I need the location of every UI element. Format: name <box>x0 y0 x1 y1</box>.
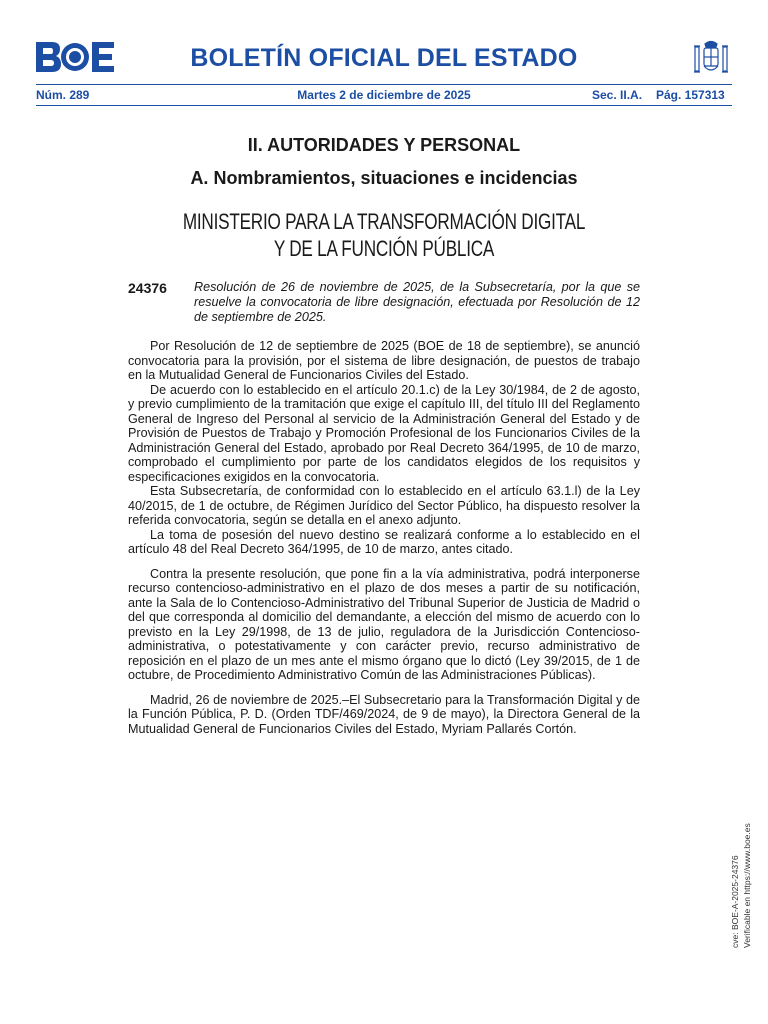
header-rule-bottom <box>36 105 732 106</box>
verification-link[interactable]: Verificable en https://www.boe.es <box>742 823 752 948</box>
paragraph: De acuerdo con lo establecido en el artículo 20.1.c) de la Ley 30/1984, de 2 de agosto, y previo cumplimiento de la tramitación que exige el capítulo III, del título III del Reglamento General de Ingreso del Personal al servicio de la Administración General del Estado y de Provisión de Puestos de Trabajo y Promoción Profesional de los Funcionarios Civiles de la Administración General del Estado, aprobado por Real Decreto 364/1995, de 10 de marzo, comprobado el cumplimiento por parte de los candidatos elegidos de los requisitos y especificaciones exigidos en la convocatoria. <box>128 382 640 484</box>
header-rule-top <box>36 84 732 85</box>
paragraph: La toma de posesión del nuevo destino se realizará conforme a lo establecido en el artículo 48 del Real Decreto 364/1995, de 10 de marzo, antes citado. <box>128 527 640 556</box>
coat-of-arms-icon <box>690 38 732 80</box>
resolution-number: 24376 <box>128 280 167 296</box>
paragraph: Esta Subsecretaría, de conformidad con lo establecido en el artículo 63.1.l) de la Ley 40/2015, de 1 de octubre, de Régimen Jurídico del Sector Público, ha dispuesto resolver la referida convocatoria, según se detalla en el anexo adjunto. <box>128 484 640 527</box>
verification-note <box>729 798 755 948</box>
ministry-line-2: Y DE LA FUNCIÓN PÚBLICA <box>273 236 495 261</box>
page-title: BOLETÍN OFICIAL DEL ESTADO <box>190 44 578 72</box>
paragraph: Contra la presente resolución, que pone fin a la vía administrativa, podrá interponerse recurso contencioso-administrativo en el plazo de dos meses a partir de su notificación, ante la Sala de lo Contencioso-Administrativo del Tribunal Superior de Justicia de Madrid o del que corresponda al domicilio del demandante, a elección del mismo de acuerdo con lo previsto en la Ley 29/1998, de 13 de julio, reguladora de la Jurisdicción Contencioso-administrativa, o potestativamente y con carácter previo, recurso administrativo de reposición en el plazo de un mes ante el mismo órgano que lo dictó (Ley 39/2015, de 1 de octubre, de Procedimiento Administrativo Común de las Administraciones Públicas). <box>128 566 640 682</box>
ministry-line-1: MINISTERIO PARA LA TRANSFORMACIÓN DIGITAL <box>182 209 586 234</box>
paragraph: Por Resolución de 12 de septiembre de 2025 (BOE de 18 de septiembre), se anunció convocatoria para la provisión, por el sistema de libre designación, de puestos de trabajo en la Mutualidad General de Funcionarios Civiles del Estado. <box>128 339 640 382</box>
section-heading: II. AUTORIDADES Y PERSONAL <box>247 135 521 155</box>
issue-number: Núm. 289 <box>36 88 90 102</box>
page-number: Pág. 157313 <box>656 88 725 102</box>
document-body <box>128 339 640 736</box>
resolution-summary: Resolución de 26 de noviembre de 2025, de la Subsecretaría, por la que se resuelve la convocatoria de libre designación, efectuada por Resolución de 12 de septiembre de 2025. <box>194 280 640 324</box>
signature-paragraph: Madrid, 26 de noviembre de 2025.–El Subsecretario para la Transformación Digital y de la Función Pública, P. D. (Orden TDF/469/2024, de 9 de mayo), la Directora General de la Mutualidad General de Funcionarios Civiles del Estado, Myriam Pallarés Cortón. <box>128 692 640 736</box>
cve-code: cve: BOE-A-2025-24376 <box>730 855 740 948</box>
section-code: Sec. II.A. <box>592 88 643 102</box>
issue-date: Martes 2 de diciembre de 2025 <box>297 88 471 102</box>
subsection-heading: A. Nombramientos, situaciones e incidencias <box>190 168 578 188</box>
ministry-heading <box>84 208 683 262</box>
